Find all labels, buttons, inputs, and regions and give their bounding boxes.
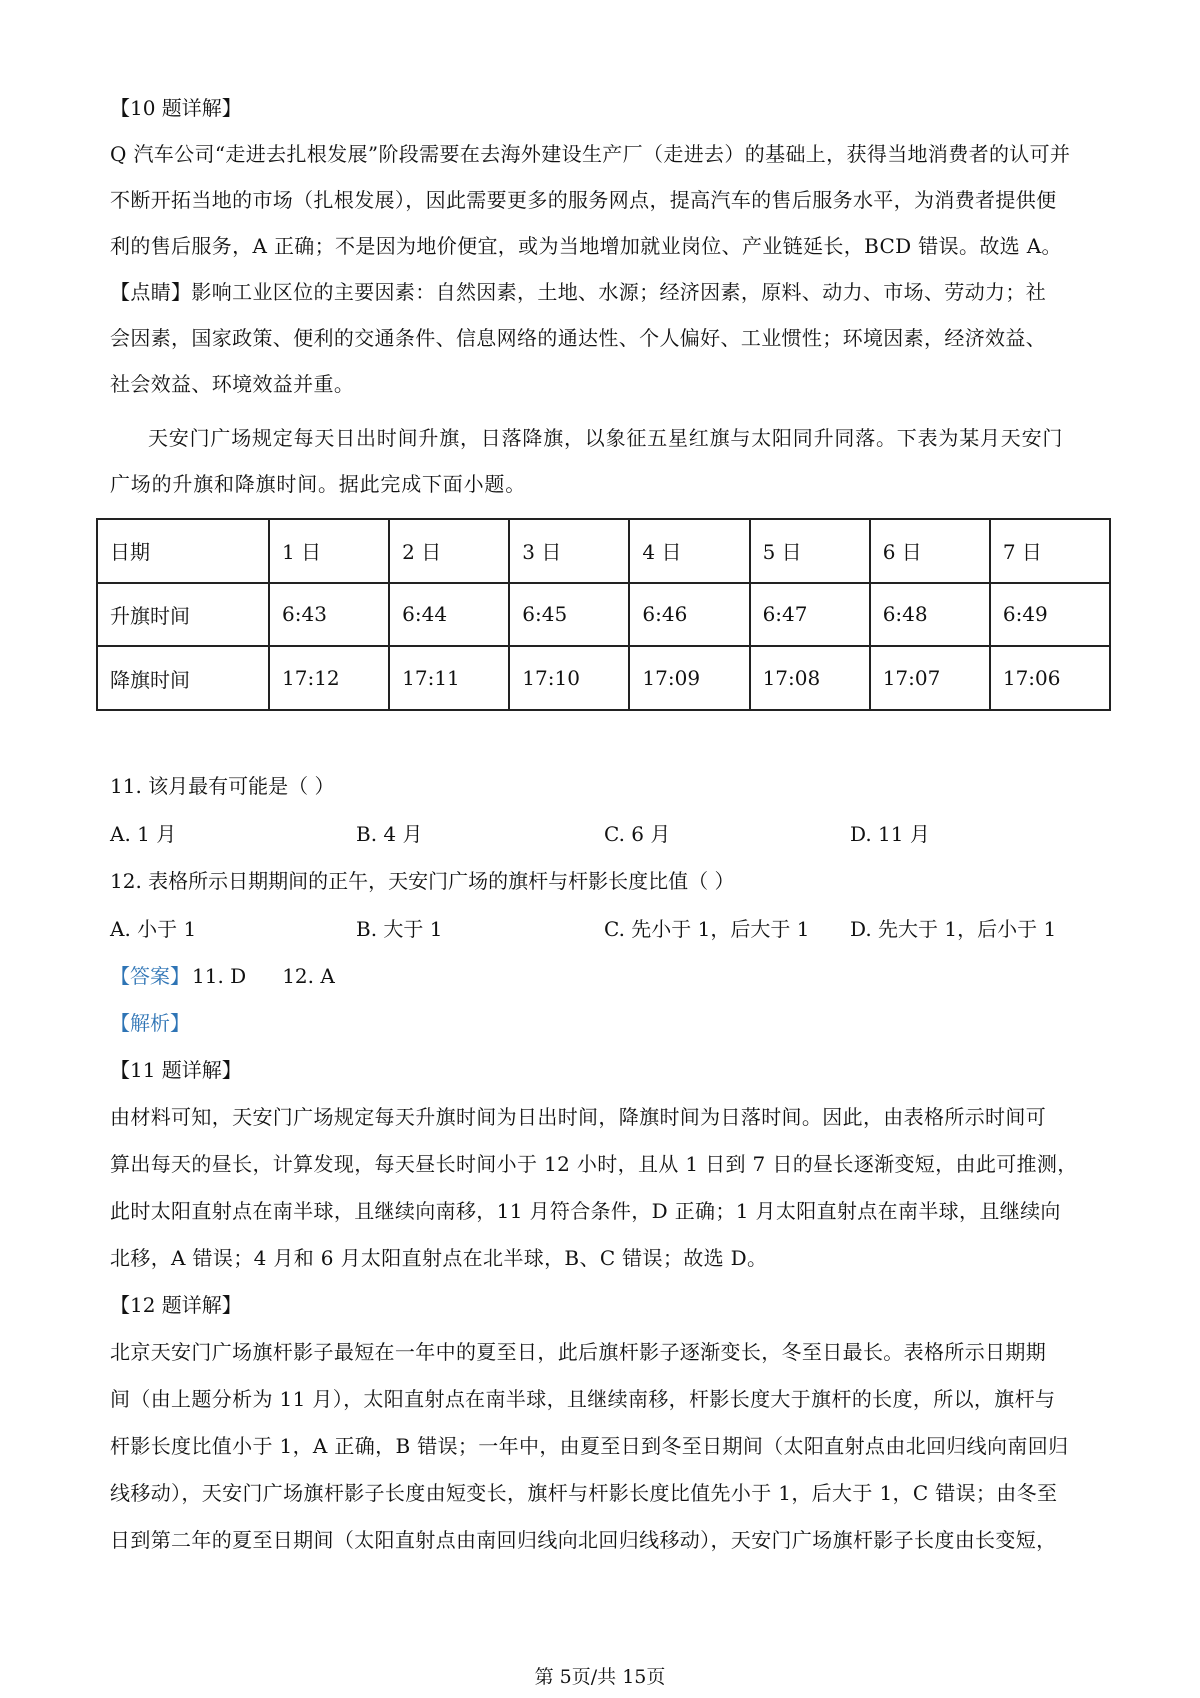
q11-option-a: A. 1 月 — [110, 822, 177, 846]
table-cell: 17:08 — [750, 646, 870, 710]
table-cell: 6:43 — [269, 583, 389, 647]
analysis-label: 【解析】 — [110, 1011, 190, 1035]
q12-option-b: B. 大于 1 — [356, 917, 443, 941]
table-cell: 升旗时间 — [97, 583, 269, 647]
answer-11: 11. D — [192, 964, 247, 988]
table-cell: 降旗时间 — [97, 646, 269, 710]
table-cell: 1 日 — [269, 519, 389, 583]
q12-stem: 12. 表格所示日期期间的正午，天安门广场的旗杆与杆影长度比值（ ） — [110, 869, 735, 893]
q12-option-d: D. 先大于 1，后小于 1 — [850, 917, 1057, 941]
q11-stem: 11. 该月最有可能是（ ） — [110, 774, 335, 798]
q12-detail-line: 线移动），天安门广场旗杆影子长度由短变长，旗杆与杆影长度比值先小于 1，后大于 1，C 错误；由冬至 — [110, 1481, 1058, 1505]
table-row — [97, 519, 1110, 583]
table-cell: 6 日 — [870, 519, 990, 583]
q11-detail-line: 北移，A 错误；4 月和 6 月太阳直射点在北半球，B、C 错误；故选 D。 — [110, 1246, 768, 1270]
table-cell: 6:45 — [509, 583, 629, 647]
table-cell: 17:06 — [990, 646, 1110, 710]
q11-options — [110, 820, 1110, 848]
q10-detail-line: 利的售后服务，A 正确；不是因为地价便宜，或为当地增加就业岗位、产业链延长，BCD 错误。故选 A。 — [110, 234, 1062, 258]
answer-12: 12. A — [282, 964, 335, 988]
table-cell: 5 日 — [750, 519, 870, 583]
tip-line: 社会效益、环境效益并重。 — [110, 372, 355, 396]
table-cell: 17:09 — [629, 646, 749, 710]
q12-detail-line: 日到第二年的夏至日期间（太阳直射点由南回归线向北回归线移动），天安门广场旗杆影子长度由长变短， — [110, 1528, 1057, 1552]
page-number: 第 5页/共 15页 — [534, 1666, 666, 1688]
q11-detail-line: 由材料可知，天安门广场规定每天升旗时间为日出时间，降旗时间为日落时间。因此，由表格所示时间可 — [110, 1105, 1047, 1129]
table-cell: 6:44 — [389, 583, 509, 647]
q12-options — [110, 915, 1110, 943]
table-cell: 17:07 — [870, 646, 990, 710]
table-cell: 2 日 — [389, 519, 509, 583]
q12-option-a: A. 小于 1 — [110, 917, 197, 941]
tip-line: 会因素，国家政策、便利的交通条件、信息网络的通达性、个人偏好、工业惯性；环境因素，经济效益、 — [110, 326, 1047, 350]
q11-option-d: D. 11 月 — [850, 822, 930, 846]
table-cell: 17:12 — [269, 646, 389, 710]
table-cell: 3 日 — [509, 519, 629, 583]
q12-detail-line: 杆影长度比值小于 1，A 正确，B 错误；一年中，由夏至日到冬至日期间（太阳直射点由北回归线向南回归 — [110, 1434, 1069, 1458]
q12-detail-line: 北京天安门广场旗杆影子最短在一年中的夏至日，此后旗杆影子逐渐变长，冬至日最长。表格所示日期期 — [110, 1340, 1047, 1364]
table-cell: 6:47 — [750, 583, 870, 647]
table-cell: 4 日 — [629, 519, 749, 583]
q11-option-c: C. 6 月 — [604, 822, 671, 846]
q12-detail-line: 间（由上题分析为 11 月），太阳直射点在南半球，且继续南移，杆影长度大于旗杆的长度，所以，旗杆与 — [110, 1387, 1056, 1411]
tip-line: 【点睛】影响工业区位的主要因素：自然因素，土地、水源；经济因素，原料、动力、市场、劳动力；社 — [110, 280, 1047, 304]
table-row — [97, 583, 1110, 647]
q11-detail-heading: 【11 题详解】 — [110, 1058, 242, 1082]
q12-detail-heading: 【12 题详解】 — [110, 1293, 242, 1317]
answer-label: 【答案】 — [110, 964, 190, 988]
table-cell: 6:48 — [870, 583, 990, 647]
table-cell: 日期 — [97, 519, 269, 583]
material-line: 天安门广场规定每天日出时间升旗，日落降旗，以象征五星红旗与太阳同升同落。下表为某月天安门 — [148, 426, 1064, 450]
q11-detail-line: 算出每天的昼长，计算发现，每天昼长时间小于 12 小时，且从 1 日到 7 日的昼长逐渐变短，由此可推测， — [110, 1152, 1078, 1176]
q11-option-b: B. 4 月 — [356, 822, 423, 846]
material-line: 广场的升旗和降旗时间。据此完成下面小题。 — [110, 472, 526, 496]
flag-time-table — [96, 518, 1111, 711]
q11-detail-line: 此时太阳直射点在南半球，且继续向南移，11 月符合条件，D 正确；1 月太阳直射点在南半球，且继续向 — [110, 1199, 1061, 1223]
q10-detail-line: Q 汽车公司“走进去扎根发展”阶段需要在去海外建设生产厂（走进去）的基础上，获得当地消费者的认可并 — [110, 142, 1071, 166]
table-row — [97, 646, 1110, 710]
q10-detail-heading: 【10 题详解】 — [110, 96, 242, 120]
table-cell: 7 日 — [990, 519, 1110, 583]
table-cell: 6:49 — [990, 583, 1110, 647]
table-cell: 17:11 — [389, 646, 509, 710]
answer-line — [110, 962, 335, 990]
table-cell: 6:46 — [629, 583, 749, 647]
q12-option-c: C. 先小于 1，后大于 1 — [604, 917, 810, 941]
table-cell: 17:10 — [509, 646, 629, 710]
q10-detail-line: 不断开拓当地的市场（扎根发展），因此需要更多的服务网点，提高汽车的售后服务水平，为消费者提供便 — [110, 188, 1057, 212]
